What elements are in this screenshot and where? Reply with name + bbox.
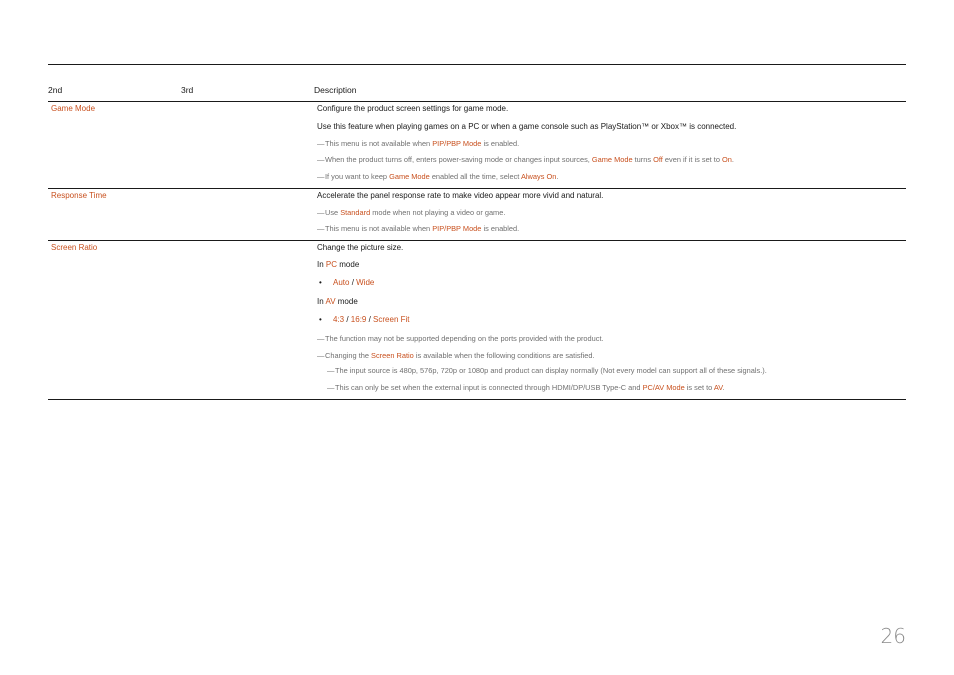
- screen-ratio-desc-1: Change the picture size.: [317, 243, 404, 252]
- row-divider: [48, 240, 906, 241]
- screen-ratio-av-mode: In AV mode: [317, 297, 358, 306]
- dash-marker: ―: [317, 351, 325, 360]
- screen-ratio-subnote-1: ―The input source is 480p, 576p, 720p or 1080p and product can display normally (Not every model can support all of these signals.).: [327, 366, 767, 375]
- dash-marker: ―: [317, 155, 325, 164]
- screen-ratio-av-options: 4:3 / 16:9 / Screen Fit: [333, 315, 410, 324]
- dash-marker: ―: [317, 224, 325, 233]
- dash-marker: ―: [327, 366, 335, 375]
- column-header-3rd: 3rd: [181, 85, 194, 95]
- dash-marker: ―: [317, 172, 325, 181]
- game-mode-desc-1: Configure the product screen settings for game mode.: [317, 104, 509, 113]
- dash-marker: ―: [317, 334, 325, 343]
- row-label-game-mode: Game Mode: [51, 104, 96, 113]
- bullet-marker: •: [319, 315, 322, 324]
- row-label-screen-ratio: Screen Ratio: [51, 243, 98, 252]
- column-header-description: Description: [314, 85, 357, 95]
- bullet-marker: •: [319, 278, 322, 287]
- page-number: 26: [880, 624, 906, 648]
- dash-marker: ―: [327, 383, 335, 392]
- row-divider: [48, 188, 906, 189]
- game-mode-note-3: ―If you want to keep Game Mode enabled all the time, select Always On.: [317, 172, 559, 181]
- screen-ratio-subnote-2: ―This can only be set when the external input is connected through HDMI/DP/USB Type-C and PC/AV Mode is set to AV.: [327, 383, 725, 392]
- game-mode-note-2: ―When the product turns off, enters power-saving mode or changes input sources, Game Mode turns Off even if it is set to On.: [317, 155, 734, 164]
- game-mode-note-1: ―This menu is not available when PIP/PBP Mode is enabled.: [317, 139, 520, 148]
- header-rule: [48, 101, 906, 102]
- row-label-response-time: Response Time: [51, 191, 107, 200]
- response-time-desc-1: Accelerate the panel response rate to make video appear more vivid and natural.: [317, 191, 604, 200]
- dash-marker: ―: [317, 208, 325, 217]
- column-header-2nd: 2nd: [48, 85, 63, 95]
- response-time-note-2: ―This menu is not available when PIP/PBP Mode is enabled.: [317, 224, 520, 233]
- dash-marker: ―: [317, 139, 325, 148]
- screen-ratio-note-2: ―Changing the Screen Ratio is available when the following conditions are satisfied.: [317, 351, 595, 360]
- response-time-note-1: ―Use Standard mode when not playing a video or game.: [317, 208, 506, 217]
- screen-ratio-note-1: ―The function may not be supported depending on the ports provided with the product.: [317, 334, 604, 343]
- screen-ratio-pc-mode: In PC mode: [317, 260, 360, 269]
- game-mode-desc-2: Use this feature when playing games on a PC or when a game console such as PlayStation™ or Xbox™ is connected.: [317, 122, 737, 131]
- screen-ratio-pc-options: Auto / Wide: [333, 278, 375, 287]
- table-bottom-rule: [48, 399, 906, 400]
- table-top-rule: [48, 64, 906, 65]
